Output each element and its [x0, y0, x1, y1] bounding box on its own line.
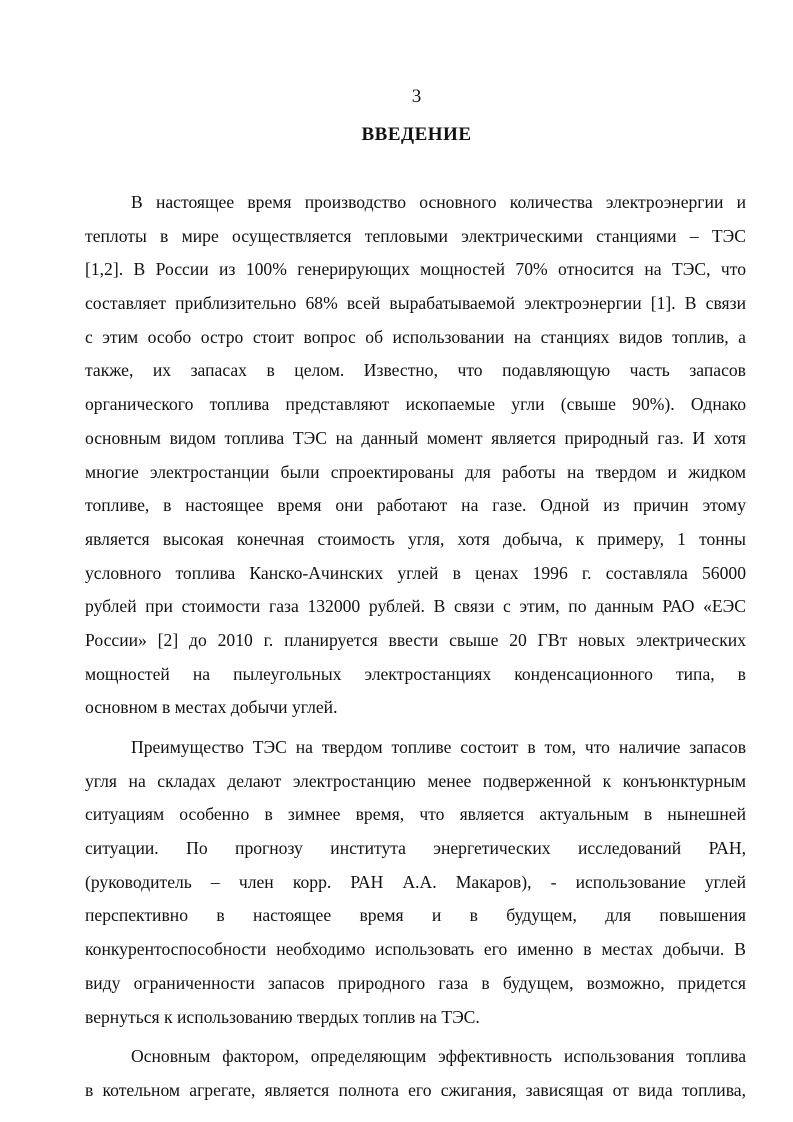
- paragraph-line: теплоты в мире осуществляется тепловыми электрическими станциями – ТЭС: [85, 225, 746, 246]
- page-number: 3: [411, 86, 422, 107]
- body-text: [85, 186, 746, 1108]
- paragraph-line: вернуться к использованию твердых топлив на ТЭС.: [85, 1006, 480, 1027]
- paragraph-line: рублей при стоимости газа 132000 рублей. В связи с этим, по данным РАО «ЕЭС: [85, 596, 746, 617]
- paragraph-line: России» [2] до 2010 г. планируется ввести свыше 20 ГВт новых электрических: [85, 629, 746, 650]
- paragraph-line: в котельном агрегате, является полнота его сжигания, зависящая от вида топлива,: [85, 1079, 746, 1100]
- paragraph-line: основным видом топлива ТЭС на данный момент является природный газ. И хотя: [85, 427, 746, 448]
- paragraph-line: является высокая конечная стоимость угля, хотя добыча, к примеру, 1 тонны: [85, 528, 746, 549]
- paragraph-line: ситуации. По прогнозу института энергетических исследований РАН,: [85, 838, 746, 859]
- paragraph-line: мощностей на пылеугольных электростанциях конденсационного типа, в: [85, 663, 746, 684]
- section-title: ВВЕДЕНИЕ: [361, 124, 472, 145]
- paragraph-line: условного топлива Канско-Ачинских углей в ценах 1996 г. составляла 56000: [85, 562, 746, 583]
- paragraph-line: основном в местах добычи углей.: [85, 697, 338, 718]
- paragraph-line: В настоящее время производство основного количества электроэнергии и: [131, 192, 746, 212]
- paragraph-line: многие электростанции были спроектированы для работы на твердом и жидком: [85, 461, 746, 482]
- paragraph-line: конкурентоспособности необходимо использовать его именно в местах добычи. В: [85, 939, 746, 960]
- paragraph-line: виду ограниченности запасов природного газа в будущем, возможно, придется: [85, 972, 746, 993]
- paragraph-line: ситуациям особенно в зимнее время, что является актуальным в нынешней: [85, 804, 746, 825]
- paragraph-line: (руководитель – член корр. РАН А.А. Макаров), - использование углей: [85, 871, 746, 892]
- paragraph-line: с этим особо остро стоит вопрос об использовании на станциях видов топлив, а: [85, 326, 746, 347]
- paragraph-line: [1,2]. В России из 100% генерирующих мощностей 70% относится на ТЭС, что: [85, 259, 746, 280]
- paragraph-line: топливе, в настоящее время они работают на газе. Одной из причин этому: [85, 495, 746, 516]
- paragraph-line: угля на складах делают электростанцию менее подверженной к конъюнктурным: [85, 770, 746, 791]
- paragraph-line: Основным фактором, определяющим эффективность использования топлива: [131, 1046, 746, 1067]
- paragraph-line: также, их запасах в целом. Известно, что подавляющую часть запасов: [85, 360, 746, 381]
- paragraph-line: Преимущество ТЭС на твердом топливе состоит в том, что наличие запасов: [131, 737, 746, 757]
- paragraph-line: органического топлива представляют ископаемые угли (свыше 90%). Однако: [85, 394, 746, 415]
- paragraph-line: составляет приблизительно 68% всей вырабатываемой электроэнергии [1]. В связи: [85, 293, 746, 314]
- paragraph-line: перспективно в настоящее время и в будущем, для повышения: [85, 905, 746, 926]
